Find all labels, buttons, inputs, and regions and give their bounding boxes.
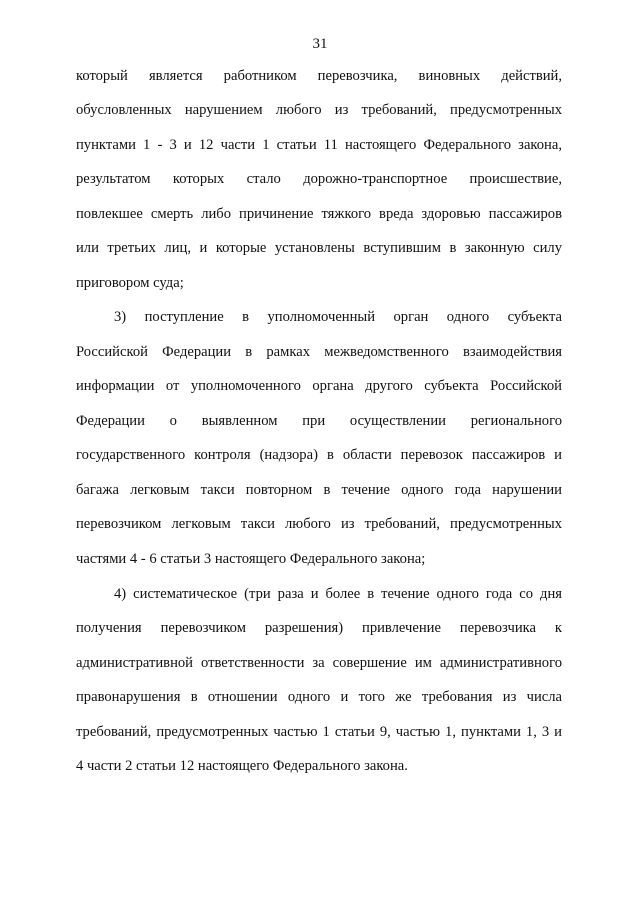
text-line: приговором суда; xyxy=(76,275,184,291)
text-line: требований, предусмотренных частью 1 статьи 9, частью 1, пунктами 1, 3 и xyxy=(76,724,562,740)
text-line: правонарушения в отношении одного и того же требования из числа xyxy=(76,689,562,705)
text-line: багажа легковым такси повторном в течение одного года нарушении xyxy=(76,482,562,498)
text-line: повлекшее смерть либо причинение тяжкого вреда здоровью пассажиров xyxy=(76,206,562,222)
text-line: обусловленных нарушением любого из требований, предусмотренных xyxy=(76,102,562,118)
text-line: Федерации о выявленном при осуществлении регионального xyxy=(76,413,562,429)
text-line: 4 части 2 статьи 12 настоящего Федерального закона. xyxy=(76,758,408,774)
text-line: или третьих лиц, и которые установлены вступившим в законную силу xyxy=(76,240,562,256)
paragraph-3-first-line: 3) поступление в уполномоченный орган одного субъекта xyxy=(114,309,562,325)
text-line: административной ответственности за совершение им административного xyxy=(76,655,562,671)
text-line: государственного контроля (надзора) в области перевозок пассажиров и xyxy=(76,447,562,463)
page-number: 31 xyxy=(312,36,328,52)
text-line: частями 4 - 6 статьи 3 настоящего Федерального закона; xyxy=(76,551,426,567)
text-line: перевозчиком легковым такси любого из требований, предусмотренных xyxy=(76,516,562,532)
text-line: который является работником перевозчика, виновных действий, xyxy=(76,68,562,84)
text-line: информации от уполномоченного органа другого субъекта Российской xyxy=(76,378,562,394)
text-line: пунктами 1 - 3 и 12 части 1 статьи 11 настоящего Федерального закона, xyxy=(76,137,562,153)
text-line: Российской Федерации в рамках межведомственного взаимодействия xyxy=(76,344,562,360)
text-line: результатом которых стало дорожно-транспортное происшествие, xyxy=(76,171,562,187)
text-line: получения перевозчиком разрешения) привлечение перевозчика к xyxy=(76,620,562,636)
paragraph-4-first-line: 4) систематическое (три раза и более в течение одного года со дня xyxy=(114,586,562,602)
